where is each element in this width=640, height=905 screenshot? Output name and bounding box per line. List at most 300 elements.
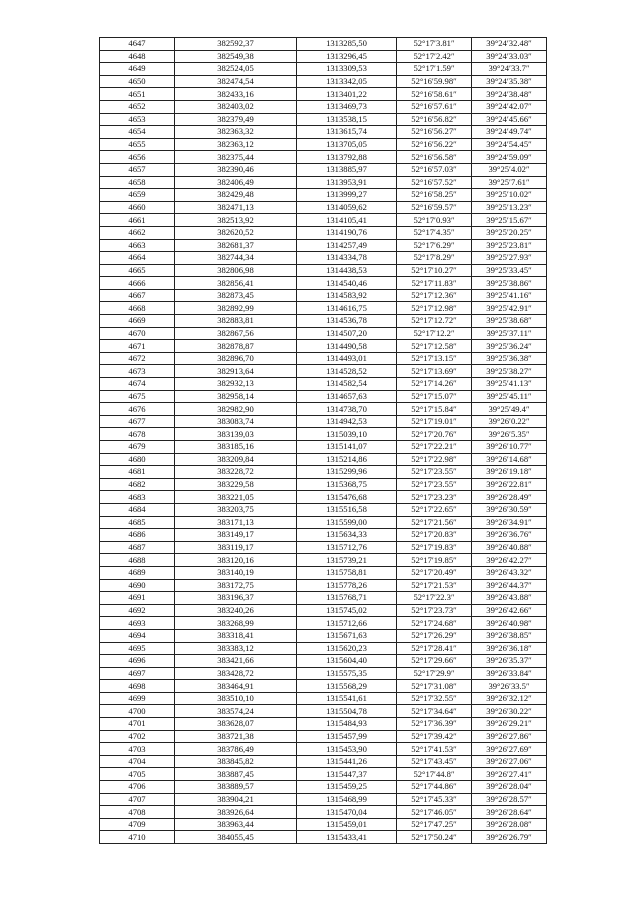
x-coordinate-cell: 382883,81 xyxy=(175,315,297,328)
longitude-cell: 39°26′28.08″ xyxy=(472,818,547,831)
coordinates-table xyxy=(99,37,547,844)
y-coordinate-cell: 1315516,58 xyxy=(297,503,397,516)
longitude-cell: 39°26′36.18″ xyxy=(472,642,547,655)
x-coordinate-cell: 383171,13 xyxy=(175,516,297,529)
table-row xyxy=(100,617,547,630)
table-row xyxy=(100,327,547,340)
latitude-cell: 52°17′8.29″ xyxy=(397,252,472,265)
table-row xyxy=(100,151,547,164)
x-coordinate-cell: 383140,19 xyxy=(175,566,297,579)
table-row xyxy=(100,252,547,265)
y-coordinate-cell: 1315745,02 xyxy=(297,604,397,617)
latitude-cell: 52°17′11.83″ xyxy=(397,277,472,290)
x-coordinate-cell: 383185,16 xyxy=(175,441,297,454)
longitude-cell: 39°26′29.21″ xyxy=(472,718,547,731)
point-number-cell: 4653 xyxy=(100,113,175,126)
point-number-cell: 4656 xyxy=(100,151,175,164)
table-row xyxy=(100,818,547,831)
x-coordinate-cell: 383383,12 xyxy=(175,642,297,655)
x-coordinate-cell: 382681,37 xyxy=(175,239,297,252)
x-coordinate-cell: 383149,17 xyxy=(175,529,297,542)
y-coordinate-cell: 1315712,76 xyxy=(297,541,397,554)
point-number-cell: 4696 xyxy=(100,655,175,668)
longitude-cell: 39°26′28.49″ xyxy=(472,491,547,504)
longitude-cell: 39°25′38.68″ xyxy=(472,315,547,328)
point-number-cell: 4708 xyxy=(100,806,175,819)
point-number-cell: 4677 xyxy=(100,415,175,428)
longitude-cell: 39°25′41.13″ xyxy=(472,378,547,391)
x-coordinate-cell: 382867,56 xyxy=(175,327,297,340)
latitude-cell: 52°17′44.86″ xyxy=(397,781,472,794)
y-coordinate-cell: 1314257,49 xyxy=(297,239,397,252)
x-coordinate-cell: 383510,10 xyxy=(175,692,297,705)
point-number-cell: 4697 xyxy=(100,667,175,680)
table-row xyxy=(100,441,547,454)
x-coordinate-cell: 382433,16 xyxy=(175,88,297,101)
latitude-cell: 52°16′56.82″ xyxy=(397,113,472,126)
point-number-cell: 4654 xyxy=(100,126,175,139)
latitude-cell: 52°17′4.35″ xyxy=(397,226,472,239)
table-row xyxy=(100,126,547,139)
latitude-cell: 52°17′41.53″ xyxy=(397,743,472,756)
point-number-cell: 4658 xyxy=(100,176,175,189)
table-row xyxy=(100,781,547,794)
point-number-cell: 4710 xyxy=(100,831,175,844)
table-row xyxy=(100,113,547,126)
longitude-cell: 39°25′7.61″ xyxy=(472,176,547,189)
point-number-cell: 4702 xyxy=(100,730,175,743)
latitude-cell: 52°17′0.93″ xyxy=(397,214,472,227)
table-row xyxy=(100,566,547,579)
latitude-cell: 52°17′12.2″ xyxy=(397,327,472,340)
x-coordinate-cell: 383318,41 xyxy=(175,629,297,642)
point-number-cell: 4668 xyxy=(100,302,175,315)
latitude-cell: 52°17′1.59″ xyxy=(397,63,472,76)
latitude-cell: 52°17′13.69″ xyxy=(397,365,472,378)
longitude-cell: 39°25′36.38″ xyxy=(472,352,547,365)
latitude-cell: 52°17′12.98″ xyxy=(397,302,472,315)
y-coordinate-cell: 1314105,41 xyxy=(297,214,397,227)
table-row xyxy=(100,277,547,290)
longitude-cell: 39°24′54.45″ xyxy=(472,138,547,151)
point-number-cell: 4688 xyxy=(100,554,175,567)
x-coordinate-cell: 383221,05 xyxy=(175,491,297,504)
latitude-cell: 52°17′22.65″ xyxy=(397,503,472,516)
table-row xyxy=(100,466,547,479)
x-coordinate-cell: 383428,72 xyxy=(175,667,297,680)
table-row xyxy=(100,705,547,718)
longitude-cell: 39°26′5.35″ xyxy=(472,428,547,441)
point-number-cell: 4651 xyxy=(100,88,175,101)
longitude-cell: 39°26′42.27″ xyxy=(472,554,547,567)
x-coordinate-cell: 383904,21 xyxy=(175,793,297,806)
latitude-cell: 52°17′34.64″ xyxy=(397,705,472,718)
y-coordinate-cell: 1314438,53 xyxy=(297,264,397,277)
point-number-cell: 4703 xyxy=(100,743,175,756)
x-coordinate-cell: 383786,49 xyxy=(175,743,297,756)
table-row xyxy=(100,352,547,365)
longitude-cell: 39°26′33.84″ xyxy=(472,667,547,680)
table-row xyxy=(100,239,547,252)
latitude-cell: 52°17′22.98″ xyxy=(397,453,472,466)
point-number-cell: 4671 xyxy=(100,340,175,353)
y-coordinate-cell: 1314528,52 xyxy=(297,365,397,378)
table-row xyxy=(100,176,547,189)
longitude-cell: 39°26′42.66″ xyxy=(472,604,547,617)
latitude-cell: 52°17′39.42″ xyxy=(397,730,472,743)
point-number-cell: 4669 xyxy=(100,315,175,328)
table-row xyxy=(100,554,547,567)
point-number-cell: 4680 xyxy=(100,453,175,466)
y-coordinate-cell: 1314493,01 xyxy=(297,352,397,365)
y-coordinate-cell: 1314583,92 xyxy=(297,289,397,302)
point-number-cell: 4674 xyxy=(100,378,175,391)
latitude-cell: 52°17′19.85″ xyxy=(397,554,472,567)
latitude-cell: 52°17′3.81″ xyxy=(397,38,472,51)
y-coordinate-cell: 1314490,58 xyxy=(297,340,397,353)
x-coordinate-cell: 382549,38 xyxy=(175,50,297,63)
table-row xyxy=(100,189,547,202)
longitude-cell: 39°26′34.91″ xyxy=(472,516,547,529)
point-number-cell: 4670 xyxy=(100,327,175,340)
x-coordinate-cell: 383926,64 xyxy=(175,806,297,819)
latitude-cell: 52°17′46.05″ xyxy=(397,806,472,819)
point-number-cell: 4665 xyxy=(100,264,175,277)
point-number-cell: 4663 xyxy=(100,239,175,252)
table-row xyxy=(100,592,547,605)
longitude-cell: 39°25′36.24″ xyxy=(472,340,547,353)
latitude-cell: 52°17′32.55″ xyxy=(397,692,472,705)
y-coordinate-cell: 1314059,62 xyxy=(297,201,397,214)
point-number-cell: 4684 xyxy=(100,503,175,516)
longitude-cell: 39°26′27.06″ xyxy=(472,755,547,768)
y-coordinate-cell: 1314334,78 xyxy=(297,252,397,265)
latitude-cell: 52°17′6.29″ xyxy=(397,239,472,252)
x-coordinate-cell: 382363,12 xyxy=(175,138,297,151)
point-number-cell: 4650 xyxy=(100,75,175,88)
x-coordinate-cell: 383464,91 xyxy=(175,680,297,693)
x-coordinate-cell: 383228,72 xyxy=(175,466,297,479)
x-coordinate-cell: 384055,45 xyxy=(175,831,297,844)
longitude-cell: 39°24′32.48″ xyxy=(472,38,547,51)
longitude-cell: 39°24′59.09″ xyxy=(472,151,547,164)
y-coordinate-cell: 1313469,73 xyxy=(297,100,397,113)
y-coordinate-cell: 1315453,90 xyxy=(297,743,397,756)
point-number-cell: 4682 xyxy=(100,478,175,491)
y-coordinate-cell: 1315599,00 xyxy=(297,516,397,529)
point-number-cell: 4679 xyxy=(100,441,175,454)
point-number-cell: 4647 xyxy=(100,38,175,51)
latitude-cell: 52°16′58.25″ xyxy=(397,189,472,202)
longitude-cell: 39°26′27.41″ xyxy=(472,768,547,781)
point-number-cell: 4683 xyxy=(100,491,175,504)
table-row xyxy=(100,503,547,516)
y-coordinate-cell: 1314616,75 xyxy=(297,302,397,315)
x-coordinate-cell: 382379,49 xyxy=(175,113,297,126)
table-row xyxy=(100,604,547,617)
x-coordinate-cell: 383209,84 xyxy=(175,453,297,466)
table-row xyxy=(100,667,547,680)
y-coordinate-cell: 1315671,63 xyxy=(297,629,397,642)
y-coordinate-cell: 1314540,46 xyxy=(297,277,397,290)
x-coordinate-cell: 382375,44 xyxy=(175,151,297,164)
table-row xyxy=(100,629,547,642)
table-row xyxy=(100,415,547,428)
y-coordinate-cell: 1315620,23 xyxy=(297,642,397,655)
longitude-cell: 39°26′28.04″ xyxy=(472,781,547,794)
table-row xyxy=(100,655,547,668)
latitude-cell: 52°16′57.52″ xyxy=(397,176,472,189)
x-coordinate-cell: 383139,03 xyxy=(175,428,297,441)
point-number-cell: 4678 xyxy=(100,428,175,441)
point-number-cell: 4664 xyxy=(100,252,175,265)
latitude-cell: 52°16′56.27″ xyxy=(397,126,472,139)
point-number-cell: 4652 xyxy=(100,100,175,113)
table-row xyxy=(100,806,547,819)
point-number-cell: 4693 xyxy=(100,617,175,630)
y-coordinate-cell: 1315604,40 xyxy=(297,655,397,668)
table-row xyxy=(100,214,547,227)
longitude-cell: 39°24′45.66″ xyxy=(472,113,547,126)
point-number-cell: 4698 xyxy=(100,680,175,693)
x-coordinate-cell: 382471,13 xyxy=(175,201,297,214)
y-coordinate-cell: 1314536,78 xyxy=(297,315,397,328)
longitude-cell: 39°25′23.81″ xyxy=(472,239,547,252)
table-row xyxy=(100,478,547,491)
latitude-cell: 52°17′10.27″ xyxy=(397,264,472,277)
longitude-cell: 39°25′38.27″ xyxy=(472,365,547,378)
longitude-cell: 39°25′10.02″ xyxy=(472,189,547,202)
longitude-cell: 39°26′14.68″ xyxy=(472,453,547,466)
latitude-cell: 52°17′31.08″ xyxy=(397,680,472,693)
latitude-cell: 52°17′43.45″ xyxy=(397,755,472,768)
x-coordinate-cell: 383083,74 xyxy=(175,415,297,428)
longitude-cell: 39°26′40.88″ xyxy=(472,541,547,554)
y-coordinate-cell: 1313538,15 xyxy=(297,113,397,126)
point-number-cell: 4662 xyxy=(100,226,175,239)
latitude-cell: 52°17′21.53″ xyxy=(397,579,472,592)
latitude-cell: 52°17′23.55″ xyxy=(397,466,472,479)
y-coordinate-cell: 1315758,81 xyxy=(297,566,397,579)
y-coordinate-cell: 1313401,22 xyxy=(297,88,397,101)
longitude-cell: 39°24′35.38″ xyxy=(472,75,547,88)
y-coordinate-cell: 1313309,53 xyxy=(297,63,397,76)
y-coordinate-cell: 1314190,76 xyxy=(297,226,397,239)
point-number-cell: 4706 xyxy=(100,781,175,794)
latitude-cell: 52°17′15.07″ xyxy=(397,390,472,403)
table-row xyxy=(100,793,547,806)
longitude-cell: 39°25′37.11″ xyxy=(472,327,547,340)
x-coordinate-cell: 382744,34 xyxy=(175,252,297,265)
latitude-cell: 52°17′20.76″ xyxy=(397,428,472,441)
y-coordinate-cell: 1315568,29 xyxy=(297,680,397,693)
table-row xyxy=(100,289,547,302)
coordinates-table-body xyxy=(100,38,547,844)
table-row xyxy=(100,138,547,151)
point-number-cell: 4689 xyxy=(100,566,175,579)
x-coordinate-cell: 382363,32 xyxy=(175,126,297,139)
y-coordinate-cell: 1313615,74 xyxy=(297,126,397,139)
table-row xyxy=(100,315,547,328)
x-coordinate-cell: 383229,58 xyxy=(175,478,297,491)
y-coordinate-cell: 1315214,86 xyxy=(297,453,397,466)
x-coordinate-cell: 382474,54 xyxy=(175,75,297,88)
latitude-cell: 52°16′56.58″ xyxy=(397,151,472,164)
latitude-cell: 52°17′24.68″ xyxy=(397,617,472,630)
table-row xyxy=(100,163,547,176)
longitude-cell: 39°24′42.07″ xyxy=(472,100,547,113)
point-number-cell: 4687 xyxy=(100,541,175,554)
point-number-cell: 4700 xyxy=(100,705,175,718)
longitude-cell: 39°25′49.4″ xyxy=(472,403,547,416)
point-number-cell: 4672 xyxy=(100,352,175,365)
point-number-cell: 4701 xyxy=(100,718,175,731)
y-coordinate-cell: 1315575,35 xyxy=(297,667,397,680)
table-row xyxy=(100,831,547,844)
y-coordinate-cell: 1315768,71 xyxy=(297,592,397,605)
y-coordinate-cell: 1315778,26 xyxy=(297,579,397,592)
x-coordinate-cell: 383421,66 xyxy=(175,655,297,668)
point-number-cell: 4699 xyxy=(100,692,175,705)
latitude-cell: 52°17′23.55″ xyxy=(397,478,472,491)
y-coordinate-cell: 1315447,37 xyxy=(297,768,397,781)
table-row xyxy=(100,755,547,768)
longitude-cell: 39°26′27.86″ xyxy=(472,730,547,743)
y-coordinate-cell: 1314507,20 xyxy=(297,327,397,340)
y-coordinate-cell: 1313342,05 xyxy=(297,75,397,88)
longitude-cell: 39°25′15.67″ xyxy=(472,214,547,227)
y-coordinate-cell: 1313285,50 xyxy=(297,38,397,51)
longitude-cell: 39°25′33.45″ xyxy=(472,264,547,277)
x-coordinate-cell: 382620,52 xyxy=(175,226,297,239)
longitude-cell: 39°26′43.32″ xyxy=(472,566,547,579)
latitude-cell: 52°17′19.83″ xyxy=(397,541,472,554)
y-coordinate-cell: 1315541,61 xyxy=(297,692,397,705)
longitude-cell: 39°26′40.98″ xyxy=(472,617,547,630)
x-coordinate-cell: 383963,44 xyxy=(175,818,297,831)
y-coordinate-cell: 1315476,68 xyxy=(297,491,397,504)
latitude-cell: 52°16′59.98″ xyxy=(397,75,472,88)
latitude-cell: 52°17′28.41″ xyxy=(397,642,472,655)
latitude-cell: 52°17′44.8″ xyxy=(397,768,472,781)
y-coordinate-cell: 1315468,99 xyxy=(297,793,397,806)
latitude-cell: 52°16′56.22″ xyxy=(397,138,472,151)
point-number-cell: 4690 xyxy=(100,579,175,592)
point-number-cell: 4655 xyxy=(100,138,175,151)
point-number-cell: 4709 xyxy=(100,818,175,831)
table-row xyxy=(100,428,547,441)
table-row xyxy=(100,390,547,403)
latitude-cell: 52°17′13.15″ xyxy=(397,352,472,365)
y-coordinate-cell: 1315141,07 xyxy=(297,441,397,454)
longitude-cell: 39°26′28.64″ xyxy=(472,806,547,819)
latitude-cell: 52°17′50.24″ xyxy=(397,831,472,844)
y-coordinate-cell: 1315634,33 xyxy=(297,529,397,542)
table-row xyxy=(100,88,547,101)
y-coordinate-cell: 1315484,93 xyxy=(297,718,397,731)
latitude-cell: 52°17′12.72″ xyxy=(397,315,472,328)
point-number-cell: 4705 xyxy=(100,768,175,781)
latitude-cell: 52°17′2.42″ xyxy=(397,50,472,63)
point-number-cell: 4691 xyxy=(100,592,175,605)
point-number-cell: 4685 xyxy=(100,516,175,529)
x-coordinate-cell: 383887,45 xyxy=(175,768,297,781)
latitude-cell: 52°17′20.83″ xyxy=(397,529,472,542)
longitude-cell: 39°26′30.59″ xyxy=(472,503,547,516)
y-coordinate-cell: 1313999,27 xyxy=(297,189,397,202)
x-coordinate-cell: 383268,99 xyxy=(175,617,297,630)
latitude-cell: 52°17′23.73″ xyxy=(397,604,472,617)
y-coordinate-cell: 1315433,41 xyxy=(297,831,397,844)
x-coordinate-cell: 382592,37 xyxy=(175,38,297,51)
y-coordinate-cell: 1315459,25 xyxy=(297,781,397,794)
longitude-cell: 39°26′10.77″ xyxy=(472,441,547,454)
longitude-cell: 39°26′30.22″ xyxy=(472,705,547,718)
x-coordinate-cell: 383120,16 xyxy=(175,554,297,567)
table-row xyxy=(100,730,547,743)
longitude-cell: 39°25′20.25″ xyxy=(472,226,547,239)
table-row xyxy=(100,365,547,378)
y-coordinate-cell: 1315470,04 xyxy=(297,806,397,819)
point-number-cell: 4675 xyxy=(100,390,175,403)
latitude-cell: 52°17′15.84″ xyxy=(397,403,472,416)
point-number-cell: 4657 xyxy=(100,163,175,176)
latitude-cell: 52°17′19.01″ xyxy=(397,415,472,428)
x-coordinate-cell: 382982,90 xyxy=(175,403,297,416)
table-row xyxy=(100,768,547,781)
table-row xyxy=(100,579,547,592)
longitude-cell: 39°26′19.18″ xyxy=(472,466,547,479)
table-row xyxy=(100,264,547,277)
table-row xyxy=(100,453,547,466)
longitude-cell: 39°24′38.48″ xyxy=(472,88,547,101)
table-row xyxy=(100,226,547,239)
x-coordinate-cell: 383845,82 xyxy=(175,755,297,768)
y-coordinate-cell: 1315457,99 xyxy=(297,730,397,743)
point-number-cell: 4695 xyxy=(100,642,175,655)
x-coordinate-cell: 383240,26 xyxy=(175,604,297,617)
x-coordinate-cell: 382958,14 xyxy=(175,390,297,403)
longitude-cell: 39°24′33.7″ xyxy=(472,63,547,76)
longitude-cell: 39°25′13.23″ xyxy=(472,201,547,214)
y-coordinate-cell: 1315739,21 xyxy=(297,554,397,567)
latitude-cell: 52°17′21.56″ xyxy=(397,516,472,529)
point-number-cell: 4707 xyxy=(100,793,175,806)
longitude-cell: 39°25′45.11″ xyxy=(472,390,547,403)
point-number-cell: 4649 xyxy=(100,63,175,76)
x-coordinate-cell: 382892,99 xyxy=(175,302,297,315)
latitude-cell: 52°17′23.23″ xyxy=(397,491,472,504)
latitude-cell: 52°17′14.26″ xyxy=(397,378,472,391)
latitude-cell: 52°16′57.03″ xyxy=(397,163,472,176)
point-number-cell: 4659 xyxy=(100,189,175,202)
x-coordinate-cell: 382429,48 xyxy=(175,189,297,202)
latitude-cell: 52°17′29.66″ xyxy=(397,655,472,668)
x-coordinate-cell: 382896,70 xyxy=(175,352,297,365)
longitude-cell: 39°25′41.16″ xyxy=(472,289,547,302)
table-row xyxy=(100,63,547,76)
x-coordinate-cell: 382406,49 xyxy=(175,176,297,189)
longitude-cell: 39°24′33.03″ xyxy=(472,50,547,63)
latitude-cell: 52°17′20.49″ xyxy=(397,566,472,579)
y-coordinate-cell: 1315441,26 xyxy=(297,755,397,768)
longitude-cell: 39°26′35.37″ xyxy=(472,655,547,668)
x-coordinate-cell: 382932,13 xyxy=(175,378,297,391)
longitude-cell: 39°26′27.69″ xyxy=(472,743,547,756)
y-coordinate-cell: 1315368,75 xyxy=(297,478,397,491)
x-coordinate-cell: 383628,07 xyxy=(175,718,297,731)
x-coordinate-cell: 383119,17 xyxy=(175,541,297,554)
